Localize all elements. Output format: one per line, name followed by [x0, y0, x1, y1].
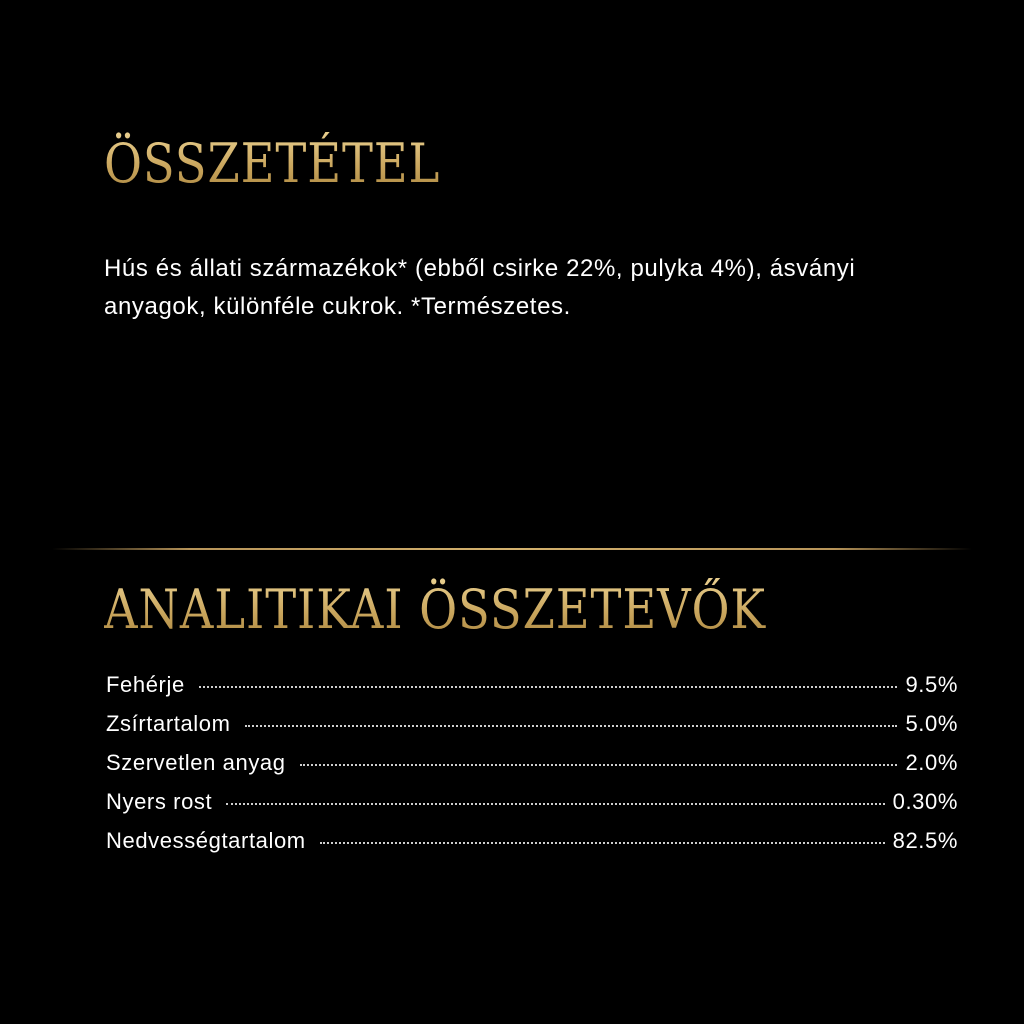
dot-leader — [245, 725, 898, 727]
nutrient-value: 0.30% — [892, 789, 958, 814]
nutrient-value: 9.5% — [905, 672, 958, 697]
nutrient-name: Szervetlen anyag — [106, 750, 286, 775]
gold-divider — [52, 548, 972, 550]
nutrient-name: Nedvességtartalom — [106, 828, 306, 853]
analytical-title: ANALITIKAI ÖSSZETEVŐK — [104, 578, 766, 641]
analysis-row-fat — [106, 711, 958, 750]
analysis-row-moisture — [106, 828, 958, 867]
nutrient-value: 82.5% — [892, 828, 958, 853]
nutrient-value: 5.0% — [905, 711, 958, 736]
dot-leader — [226, 803, 884, 805]
dot-leader — [199, 686, 898, 688]
analysis-row-fibre — [106, 789, 958, 828]
analytical-table — [106, 672, 958, 867]
nutrient-name: Zsírtartalom — [106, 711, 231, 736]
composition-title: ÖSSZETÉTEL — [104, 132, 441, 195]
analysis-row-protein — [106, 672, 958, 711]
analysis-row-ash — [106, 750, 958, 789]
composition-text: Hús és állati származékok* (ebből csirke 22%, pulyka 4%), ásványi anyagok, különféle cukrok. *Természetes. — [104, 255, 856, 320]
nutrient-value: 2.0% — [905, 750, 958, 775]
dot-leader — [320, 842, 885, 844]
nutrient-name: Nyers rost — [106, 789, 213, 814]
dot-leader — [300, 764, 898, 766]
nutrient-name: Fehérje — [106, 672, 185, 697]
